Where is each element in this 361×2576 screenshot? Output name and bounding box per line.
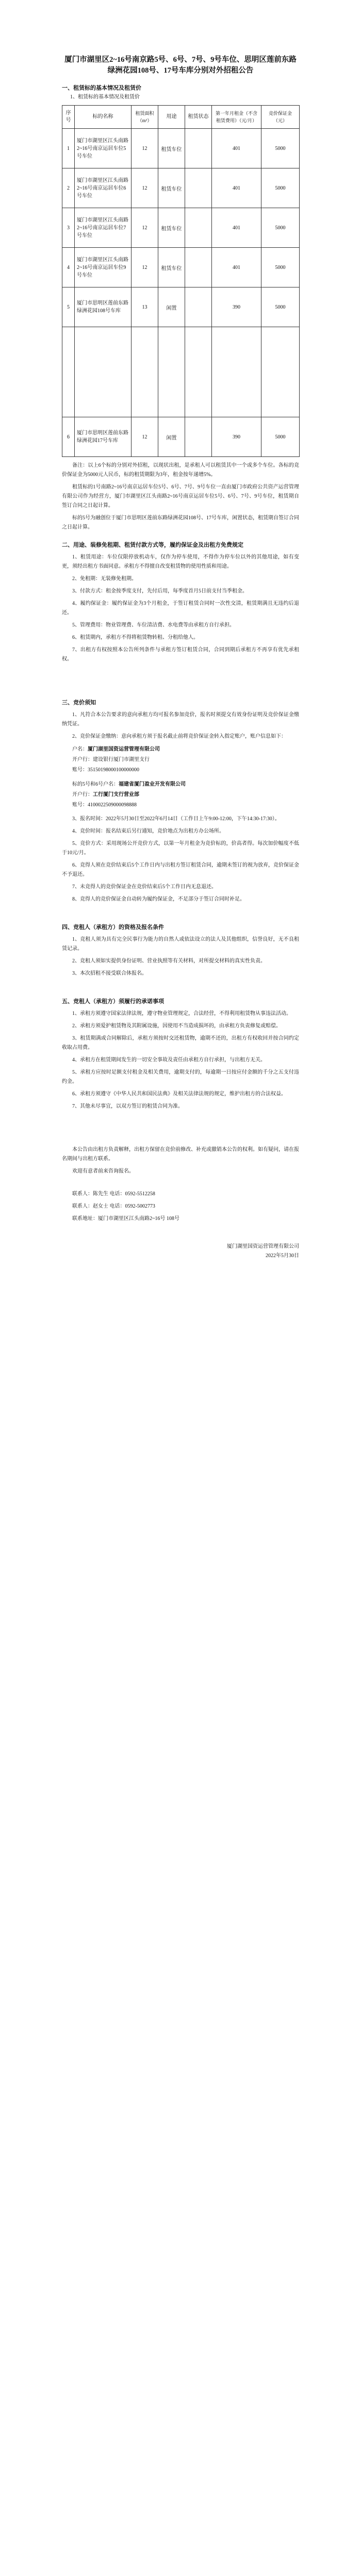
col-header-status: 租赁状态	[185, 106, 212, 129]
list-item: 4、竞价时间：报名结束后另行通知，竞价地点为出租方办公场所。	[72, 828, 224, 835]
col-header-use: 用途	[158, 106, 185, 129]
row-no: 6	[62, 417, 75, 457]
row-status	[185, 417, 212, 457]
list-item: 7、其他未尽事宜，以双方签订的租赁合同为准。	[72, 1104, 183, 1110]
account-number-value: 35150198000100000000	[88, 767, 139, 773]
row-status	[185, 168, 212, 208]
table-row	[62, 287, 300, 327]
row-use: 租赁车位	[158, 168, 185, 208]
section-1-heading: 一、租赁标的基本情况及租赁价	[62, 85, 141, 92]
lease-table	[62, 105, 300, 457]
row-use: 闲置	[158, 417, 185, 457]
list-item: 1、竞租人须为具有完全民事行为能力的自然人或依法设立的法人及其他组织，信誉良好，无不良租赁记录。	[62, 937, 299, 952]
closing-paragraph: 本公告由出租方负责解释，出租方保留在竞价前修改、补充或撤销本公告的权利。如有疑问，请在报名期间与出租方联系。	[62, 1147, 299, 1162]
note-paragraph: 备注：以上6个标的分别对外招租，以现状出租，是承租人可以租赁其中一个或多个车位。各标的竞价保证金为5000元人民币，标的租赁期限为3年，租金按年递增5%。	[62, 463, 299, 478]
section-1-subheading: 1、租赁标的基本情况及租赁价	[70, 94, 140, 100]
lease-table-wrap	[0, 105, 361, 532]
row-deposit: 5000	[261, 417, 300, 457]
bank-name: 开户行：建设银行厦门市湖里支行	[72, 757, 150, 763]
row-deposit: 5000	[261, 287, 300, 327]
col-header-no: 序号	[62, 106, 75, 129]
list-item: 3、付款方式：租金按季度支付，先付后用，每季度首月5日前支付当季租金。	[72, 588, 248, 595]
row-no: 5	[62, 287, 75, 327]
list-item: 5、竞价方式：采用现场公开竞价方式，以第一年月租金为竞价标的，价高者得。每次加价幅度不低于10元/月。	[62, 841, 299, 856]
row-rent: 401	[212, 129, 261, 168]
section-2-body	[0, 553, 361, 664]
list-item: 6、竞得人须在竞价结束后5个工作日内与出租方签订租赁合同，逾期未签订的视为放弃，竞价保证金不予退还。	[62, 862, 299, 878]
row-address: 厦门市湖里区江头南路2~16号南京运居车位6号车位	[75, 168, 132, 208]
bank-name-value-2: 工行厦门支行营业部	[93, 792, 139, 798]
list-item: 5、管理费用：物业管理费、车位清洁费、水电费等由承租方自行承担。	[72, 622, 235, 629]
col-header-deposit: 竞价保证金（元）	[261, 106, 300, 129]
announcement-page	[0, 0, 361, 1281]
note-paragraph: 标的5号为融创位于厦门市思明区莲前东路绿洲花园108号、17号车库，闲置状态，租赁期自签订合同之日起计算。	[62, 515, 299, 531]
table-row	[62, 168, 300, 208]
table-row	[62, 248, 300, 287]
list-item: 1、租赁用途：车位仅限停放机动车，仅作为停车使用，不得作为停车位以外的其他用途，如有变更，须经出租方书面同意。承租方不得擅自改变租赁物的使用性质和用途。	[62, 554, 299, 570]
row-area: 12	[132, 208, 158, 248]
list-item: 7、未竞得人的竞价保证金在竞价结束后5个工作日内无息退还。	[72, 884, 217, 890]
row-use: 闲置	[158, 287, 185, 327]
row-deposit: 5000	[261, 129, 300, 168]
list-item: 4、承租方在租赁期间发生的一切安全事故及责任由承租方自行承担，与出租方无关。	[72, 1057, 266, 1063]
row-area: 12	[132, 129, 158, 168]
contact-line: 联系人：赵女士 电话：0592-5002773	[72, 1204, 155, 1210]
bank-name-value: 建设银行厦门市湖里支行	[93, 757, 150, 763]
section-4-heading: 四、竞租人（承租方）的资格及报名条件	[62, 924, 164, 931]
list-item: 8、竞得人的竞价保证金自动转为履约保证金，不足部分于签订合同时补足。	[72, 896, 245, 903]
section-3-body	[0, 710, 361, 904]
account-name-value-2: 福建省厦门盈业开发有限公司	[119, 782, 186, 788]
list-item: 2、免租期：无装修免租期。	[72, 576, 137, 582]
row-area: 12	[132, 168, 158, 208]
row-rent: 390	[212, 287, 261, 327]
col-header-rent: 第一年月租金（不含租赁费用）（元/月）	[212, 106, 261, 129]
section-2-heading: 二、用途、装修免租期、租赁付款方式等，履约保证金及出租方免费规定	[62, 542, 243, 549]
row-rent: 401	[212, 248, 261, 287]
table-row	[62, 208, 300, 248]
row-status	[185, 248, 212, 287]
section-5-body	[0, 1009, 361, 1176]
signature-date: 2022年5月30日	[266, 1253, 299, 1259]
list-item: 6、承租方须遵守《中华人民共和国民法典》及相关法律法规的规定，维护出租方的合法权益。	[72, 1091, 286, 1097]
contacts	[0, 1190, 361, 1224]
row-area: 13	[132, 287, 158, 327]
row-area: 12	[132, 417, 158, 457]
contact-line: 联系人：陈先生 电话：0592-5512258	[72, 1191, 155, 1197]
table-row	[62, 129, 300, 168]
row-no: 3	[62, 208, 75, 248]
note-paragraph: 租赁标的1号南路2~16号南京运居车位5号、6号、7号、9号车位一直由厦门市政府公共资产运营管理有限公司作为经营方，厦门市湖里区江头南路2~16号南京运居车位5号、6号、7号、9号车位，租赁期自签订合同之日起计算。	[62, 484, 299, 509]
list-item: 2、承租方须爱护租赁物及其附属设施，因使用不当造成损坏的，由承租方负责修复或赔偿。	[72, 1023, 281, 1029]
table-row	[62, 417, 300, 457]
list-item: 7、出租方有权按照本公告所列条件与承租方签订租赁合同，合同到期后承租方不再享有优先承租权。	[62, 647, 299, 663]
signature-org: 厦门湖里国资运营管理有限公司	[227, 1244, 299, 1250]
table-header-row	[62, 106, 300, 129]
section-3-heading: 三、竞价须知	[62, 700, 96, 706]
list-item: 2、竞租人须如实提供身份证明、营业执照等有关材料，对所提交材料的真实性负责。	[72, 958, 266, 964]
col-header-address: 标的名称	[75, 106, 132, 129]
row-area: 12	[132, 248, 158, 287]
row-rent: 401	[212, 168, 261, 208]
row-no: 2	[62, 168, 75, 208]
bank-account-name: 户名：厦门湖里国资运营管理有限公司	[72, 747, 160, 753]
header	[0, 0, 361, 76]
row-no: 1	[62, 129, 75, 168]
contact-line: 联系地址：厦门市湖里区江头南路2~16号 108号	[72, 1216, 179, 1222]
row-deposit: 5000	[261, 168, 300, 208]
row-deposit: 5000	[261, 208, 300, 248]
closing-paragraph: 欢迎有意者前来咨询报名。	[72, 1168, 134, 1175]
row-status	[185, 129, 212, 168]
section-5-heading: 五、竞租人（承租方）须履行的承诺事项	[62, 998, 164, 1005]
table-spacer-row	[62, 327, 300, 417]
list-item: 3、租赁期满或合同解除后，承租方须按时交还租赁物，逾期不还的，出租方有权收回并按合同约定收取占用费。	[62, 1036, 299, 1051]
list-item: 4、履约保证金：履约保证金为3个月租金，于签订租赁合同时一次性交清，租赁期满且无违约后退还。	[62, 601, 299, 616]
row-address: 厦门市湖里区江头南路2~16号南京运居车位9号车位	[75, 248, 132, 287]
row-rent: 390	[212, 417, 261, 457]
list-item: 1、凡符合本公告要求的意向承租方均可报名参加竞价，报名时须提交有效身份证明及竞价保证金缴纳凭证。	[62, 712, 299, 727]
row-use: 租赁车位	[158, 129, 185, 168]
row-status	[185, 287, 212, 327]
list-item: 3、报名时间：2022年5月30日至2022年6月14日（工作日上午9:00-12:00，下午14:30-17:30）。	[72, 816, 280, 822]
row-address: 厦门市思明区莲前东路绿洲花园108号车库	[75, 287, 132, 327]
account-name-value: 厦门湖里国资运营管理有限公司	[88, 747, 160, 753]
bank-name-2: 开户行：工行厦门支行营业部	[72, 792, 139, 798]
row-no: 4	[62, 248, 75, 287]
list-item: 2、竞价保证金缴纳：意向承租方须于报名截止前将竞价保证金转入指定账户，账户信息如下：	[72, 734, 286, 740]
row-address: 厦门市湖里区江头南路2~16号南京运居车位7号车位	[75, 208, 132, 248]
row-use: 租赁车位	[158, 208, 185, 248]
list-item: 1、承租方须遵守国家法律法规，遵守物业管理规定，合法经营，不得利用租赁物从事违法活动。	[72, 1011, 291, 1017]
col-header-area: 租赁面积（m²）	[132, 106, 158, 129]
row-address: 厦门市湖里区江头南路2~16号南京运居车位5号车位	[75, 129, 132, 168]
list-item: 6、租赁期内，承租方不得将租赁物转租、分租给他人。	[72, 635, 199, 641]
bank-account-name-2: 标的5号和6号户名：福建省厦门盈业开发有限公司	[72, 782, 186, 788]
row-rent: 401	[212, 208, 261, 248]
list-item: 5、承租方应按时足额支付租金及相关费用，逾期支付的，每逾期一日按应付金额的千分之五支付违约金。	[62, 1070, 299, 1085]
bank-account-number: 账号：35150198000100000000	[72, 767, 139, 773]
row-deposit: 5000	[261, 248, 300, 287]
row-use: 租赁车位	[158, 248, 185, 287]
list-item: 3、本次招租不接受联合体报名。	[72, 971, 147, 977]
bank-account-number-2: 账号：4100022509000098888	[72, 802, 137, 808]
signature-block	[0, 1227, 361, 1261]
section-4-body	[0, 935, 361, 978]
page-title: 厦门市湖里区2~16号南京路5号、6号、7号、9号车位、思明区莲前东路绿洲花园108号、17号车库分别对外招租公告	[64, 56, 297, 75]
account-number-value-2: 4100022509000098888	[88, 802, 137, 808]
row-address: 厦门市思明区莲前东路绿洲花园17号车库	[75, 417, 132, 457]
row-status	[185, 208, 212, 248]
